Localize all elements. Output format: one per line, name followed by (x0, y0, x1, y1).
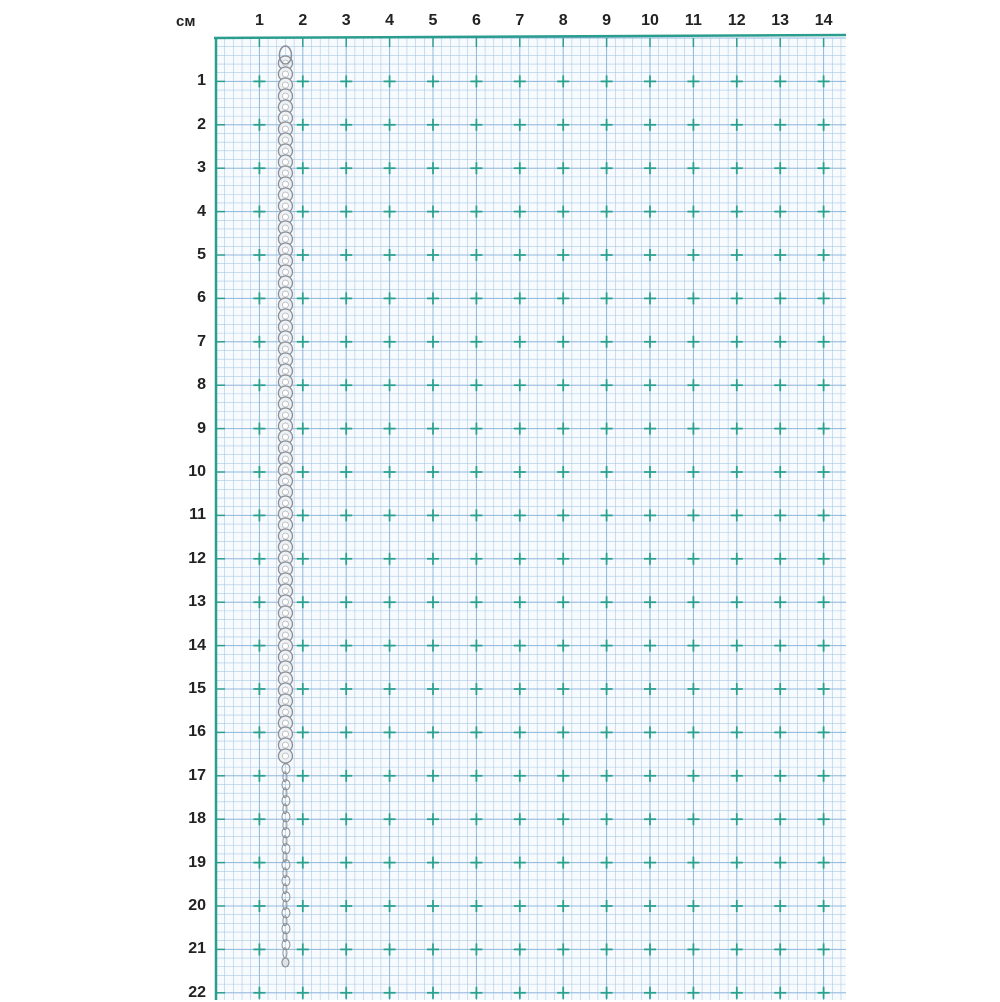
x-axis-label: 2 (298, 12, 308, 29)
y-axis-label: 20 (188, 897, 206, 914)
y-axis-label: 4 (197, 202, 206, 220)
x-axis-label: 1 (254, 12, 264, 29)
x-axis-label: 12 (727, 12, 746, 29)
x-axis-label: 14 (814, 12, 833, 29)
x-axis-label: 6 (471, 12, 481, 29)
x-axis-label: 4 (385, 12, 395, 29)
y-axis-label: 5 (197, 246, 206, 263)
x-axis-label: 10 (641, 12, 659, 29)
y-axis-label: 15 (188, 680, 206, 697)
bracelet-link (278, 749, 292, 763)
y-axis-label: 17 (188, 766, 206, 784)
y-axis-label: 10 (188, 463, 206, 480)
bracelet-links (278, 56, 292, 763)
y-axis-label: 22 (188, 983, 206, 1001)
y-axis-label: 7 (197, 332, 206, 350)
y-axis-label: 19 (188, 853, 206, 871)
x-axis-label: 5 (428, 12, 438, 29)
x-axis-label: 11 (684, 12, 702, 29)
extension-chain (282, 764, 290, 958)
x-axis-label: 13 (771, 12, 790, 29)
y-axis-label: 3 (197, 159, 206, 177)
y-axis-label: 2 (197, 115, 206, 133)
chain-end-drop (282, 958, 289, 967)
x-axis-label: 3 (341, 12, 351, 29)
unit-label: см (176, 13, 196, 30)
x-axis-label: 7 (515, 12, 525, 29)
y-axis-label: 1 (197, 72, 206, 90)
y-axis-label: 13 (188, 593, 206, 611)
y-axis-label: 21 (188, 940, 206, 958)
y-axis-label: 14 (188, 636, 206, 654)
y-axis-label: 9 (197, 419, 206, 437)
x-axis-label: 8 (558, 12, 568, 29)
y-axis-label: 16 (188, 723, 206, 741)
x-axis-label: 9 (602, 12, 612, 29)
y-axis-label: 12 (188, 549, 206, 567)
y-axis-label: 6 (197, 289, 206, 307)
y-axis-label: 18 (188, 810, 206, 828)
y-axis-label: 11 (189, 506, 206, 524)
y-axis-label: 8 (197, 376, 206, 394)
